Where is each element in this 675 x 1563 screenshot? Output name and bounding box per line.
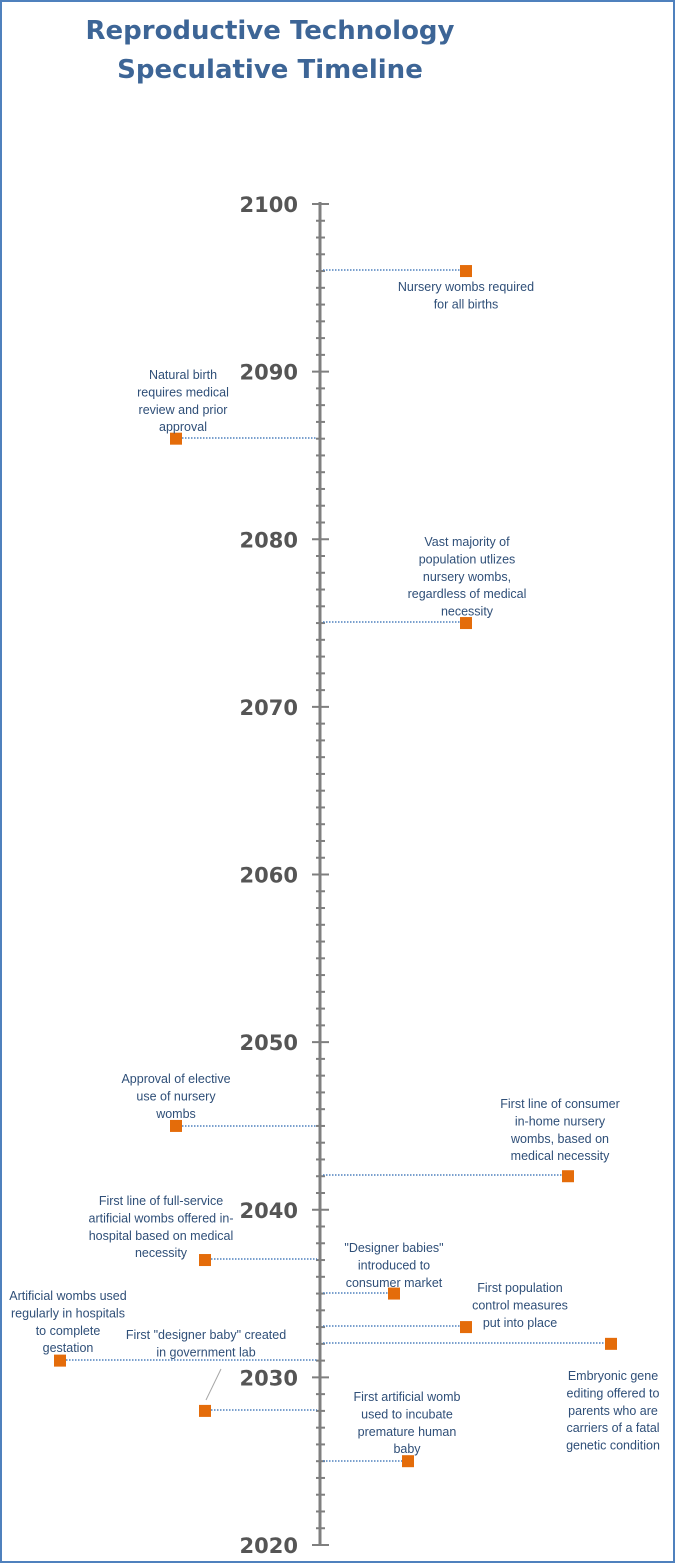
event-label-line: review and prior — [138, 402, 228, 417]
event-label-line: necessity — [440, 604, 494, 619]
event-label-line: Artificial wombs used — [9, 1289, 127, 1303]
event-label-line: genetic condition — [566, 1438, 660, 1453]
event-label-line: premature human — [357, 1424, 457, 1439]
event-label — [9, 1289, 126, 1355]
event-label-line: parents who are — [568, 1403, 658, 1418]
event-label-line: Vast majority of — [424, 535, 510, 549]
event-label-line: carriers of a fatal — [566, 1421, 660, 1436]
event-label-line: in-home nursery — [514, 1114, 606, 1129]
event-label-line: editing offered to — [566, 1386, 660, 1401]
y-tick-label: 2050 — [239, 1031, 298, 1056]
event-marker — [54, 1355, 66, 1367]
event-marker — [170, 1120, 182, 1132]
event-marker — [170, 433, 182, 445]
event-label-line: First line of full-service — [98, 1194, 224, 1208]
event-label-line: Nursery wombs required — [397, 280, 535, 294]
event-marker — [605, 1338, 617, 1350]
event-label-line: First line of consumer — [500, 1097, 620, 1111]
event-label — [344, 1241, 443, 1290]
event-label-line: Embryonic gene — [567, 1369, 659, 1383]
event-marker — [460, 1321, 472, 1333]
event-label-line: introduced to — [357, 1258, 431, 1273]
event-label-line: baby — [393, 1442, 421, 1457]
event-label-line: Natural birth — [148, 368, 218, 382]
event-label — [354, 1390, 461, 1456]
event-label-line: in government lab — [156, 1345, 256, 1360]
event-label-line: used to incubate — [361, 1407, 453, 1422]
event-label-line: for all births — [433, 297, 499, 312]
event-label-connector — [206, 1369, 221, 1400]
event-label-line: to complete — [35, 1323, 101, 1338]
event-label-line: regularly in hospitals — [11, 1306, 125, 1321]
event-marker — [199, 1405, 211, 1417]
event-label-line: wombs — [156, 1106, 196, 1121]
event-label — [472, 1281, 568, 1330]
event-label-line: necessity — [134, 1246, 188, 1261]
event-marker — [402, 1455, 414, 1467]
event-label — [408, 535, 527, 619]
event-label — [500, 1097, 619, 1163]
event-label — [89, 1194, 234, 1260]
y-tick-label: 2100 — [239, 193, 298, 217]
event-label-line: "Designer babies" — [344, 1241, 444, 1255]
event-label-line: requires medical — [137, 385, 229, 400]
y-tick-label: 2070 — [239, 695, 298, 720]
chart-title-line-2: Speculative Timeline — [117, 55, 423, 85]
event-label-line: First artificial womb — [353, 1390, 461, 1404]
event-marker — [199, 1254, 211, 1266]
event-label — [566, 1369, 660, 1453]
event-label — [126, 1328, 286, 1359]
event-label — [121, 1072, 230, 1121]
y-tick-label: 2020 — [239, 1534, 298, 1558]
event-label — [398, 280, 534, 311]
event-label-line: medical necessity — [510, 1149, 610, 1164]
y-tick-label: 2030 — [239, 1366, 298, 1391]
event-label-line: artificial wombs offered in- — [88, 1211, 234, 1226]
event-label-line: Approval of elective — [121, 1072, 231, 1086]
event-marker — [460, 265, 472, 277]
event-label-line: population utlizes — [418, 552, 516, 567]
event-label-line: hospital based on medical — [88, 1228, 234, 1243]
event-label-line: regardless of medical — [407, 587, 527, 602]
event-label-line: use of nursery — [136, 1089, 216, 1104]
y-tick-label: 2090 — [239, 360, 298, 385]
event-label-line: control measures — [472, 1298, 568, 1313]
event-label-line: approval — [159, 420, 207, 435]
event-label-line: wombs, based on — [511, 1131, 609, 1146]
event-marker — [460, 617, 472, 629]
event-label-line: consumer market — [345, 1275, 443, 1290]
y-tick-label: 2040 — [239, 1198, 298, 1223]
event-label-line: put into place — [482, 1315, 558, 1330]
event-label-line: nursery wombs, — [422, 569, 512, 584]
event-label — [137, 368, 229, 434]
event-label-line: First population — [477, 1281, 563, 1295]
y-tick-label: 2060 — [239, 863, 298, 888]
event-label-line: First "designer baby" created — [125, 1328, 287, 1342]
event-marker — [562, 1170, 574, 1182]
y-tick-label: 2080 — [239, 528, 298, 553]
chart-title-line-1: Reproductive Technology — [85, 16, 455, 46]
event-label-line: gestation — [42, 1341, 94, 1356]
